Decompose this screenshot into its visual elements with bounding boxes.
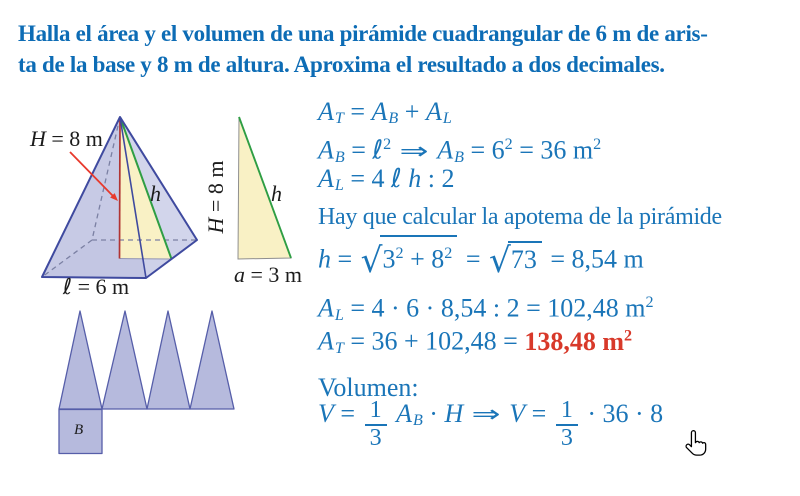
math-token: = 4: [343, 164, 392, 193]
math-token: 1: [365, 398, 387, 426]
math-token: : 2: [421, 164, 455, 193]
math-token: ·: [422, 399, 445, 429]
math-token: L: [334, 306, 344, 324]
triangle-base-label: [234, 262, 302, 288]
formula-total-calc: [318, 320, 632, 365]
math-token: L: [334, 176, 344, 194]
triangle-hypotenuse-label: [271, 181, 282, 207]
exercise-title-line-1: Halla el área y el volumen de una pirámide cuadrangular de 6 m de aris-: [18, 21, 708, 46]
math-token: L: [442, 109, 452, 127]
math-token: 2: [395, 245, 404, 262]
math-token: V: [318, 399, 334, 429]
math-token: = 6: [463, 135, 505, 165]
math-token: =: [343, 97, 372, 126]
math-token: + 8: [403, 244, 445, 274]
math-token: 2: [645, 294, 654, 311]
math-token: A: [318, 164, 334, 193]
math-token: 138,48 $m^2$: [524, 326, 633, 356]
math-token: A: [318, 97, 334, 126]
math-token: A: [396, 399, 412, 429]
math-token: B: [334, 148, 345, 166]
math-token: ⇒: [471, 400, 501, 429]
math-token: [365, 398, 387, 452]
math-token: = 36 m: [512, 135, 594, 165]
math-token: 2: [593, 136, 602, 153]
math-token: = 4 · 6 · 8,54 : 2 = 102,48 m: [343, 293, 646, 323]
formula-lateral-area: [318, 163, 455, 202]
math-token: [360, 235, 458, 281]
math-token: 2: [624, 327, 633, 344]
math-token: h: [150, 181, 161, 206]
math-token: 2: [444, 245, 453, 262]
net-base-label: [74, 422, 83, 439]
math-token: √: [489, 240, 511, 281]
math-token: B: [454, 148, 464, 166]
math-token: = 8,54 m: [543, 244, 644, 274]
math-token: h: [271, 181, 282, 206]
math-token: 3: [382, 244, 396, 274]
math-token: A: [371, 97, 388, 126]
math-token: h: [408, 164, 422, 193]
math-token: ℓ: [391, 164, 402, 194]
math-token: =: [344, 135, 373, 165]
math-token: 3: [560, 424, 573, 451]
formula-volumen: [318, 398, 663, 452]
math-token: [508, 241, 542, 276]
math-token: h: [318, 244, 331, 274]
math-token: 1: [556, 398, 578, 426]
math-token: B: [412, 412, 423, 429]
math-token: T: [334, 109, 344, 127]
formula-apotema-calc: [318, 235, 644, 281]
math-token: [556, 398, 578, 452]
math-token: 3: [369, 424, 382, 451]
math-token: a: [234, 262, 245, 287]
math-token: ⇒: [399, 136, 429, 165]
pyramid-height-label: [30, 126, 103, 152]
math-token: B: [74, 422, 84, 438]
math-token: A: [318, 135, 334, 165]
math-token: ℓ: [63, 275, 73, 300]
math-token: √: [360, 240, 383, 281]
net-triangle: [102, 311, 147, 409]
cross-section-base-line: [120, 259, 172, 260]
math-token: = 8 m: [203, 160, 228, 218]
math-token: V: [509, 399, 526, 429]
apotema-note: Hay que calcular la apotema de la pirámide: [318, 204, 722, 230]
math-token: +: [398, 97, 426, 126]
triangle-height-label: [203, 161, 229, 234]
math-token: ℓ: [372, 135, 384, 166]
net-triangle: [147, 311, 190, 409]
math-token: H: [444, 399, 464, 429]
net-triangle: [190, 311, 234, 409]
pyramid-apothem-label: [150, 181, 161, 207]
math-token: H: [30, 126, 46, 151]
math-token: A: [437, 135, 454, 165]
math-token: A: [318, 326, 334, 356]
math-token: A: [318, 293, 334, 323]
math-token: H: [203, 217, 228, 234]
math-token: 2: [383, 136, 392, 153]
exercise-title-line-2: ta de la base y 8 m de altura. Aproxima el resultado a dos decimales.: [18, 52, 665, 77]
math-token: =: [331, 244, 359, 274]
math-token: [380, 235, 458, 276]
math-token: = 36 + 102,48 =: [343, 326, 525, 356]
math-token: = 3 m: [245, 262, 303, 287]
math-token: =: [459, 244, 488, 274]
hand-pointer-icon: [682, 428, 708, 460]
math-token: [489, 240, 542, 281]
math-token: A: [425, 97, 442, 126]
math-token: =: [333, 399, 362, 429]
math-token: · 36 · 8: [580, 399, 664, 429]
pyramid-side-label: [63, 274, 129, 300]
math-token: =: [525, 399, 553, 429]
math-token: B: [388, 109, 399, 127]
net-triangle: [59, 311, 102, 409]
math-token: = 6 m: [72, 274, 130, 299]
math-token: = 8 m: [45, 126, 103, 151]
pyramid-height-line: [120, 117, 121, 259]
math-token: 73: [510, 244, 537, 274]
volumen-heading: Volumen:: [318, 373, 419, 402]
math-token: 2: [504, 136, 513, 153]
math-token: T: [334, 339, 344, 357]
